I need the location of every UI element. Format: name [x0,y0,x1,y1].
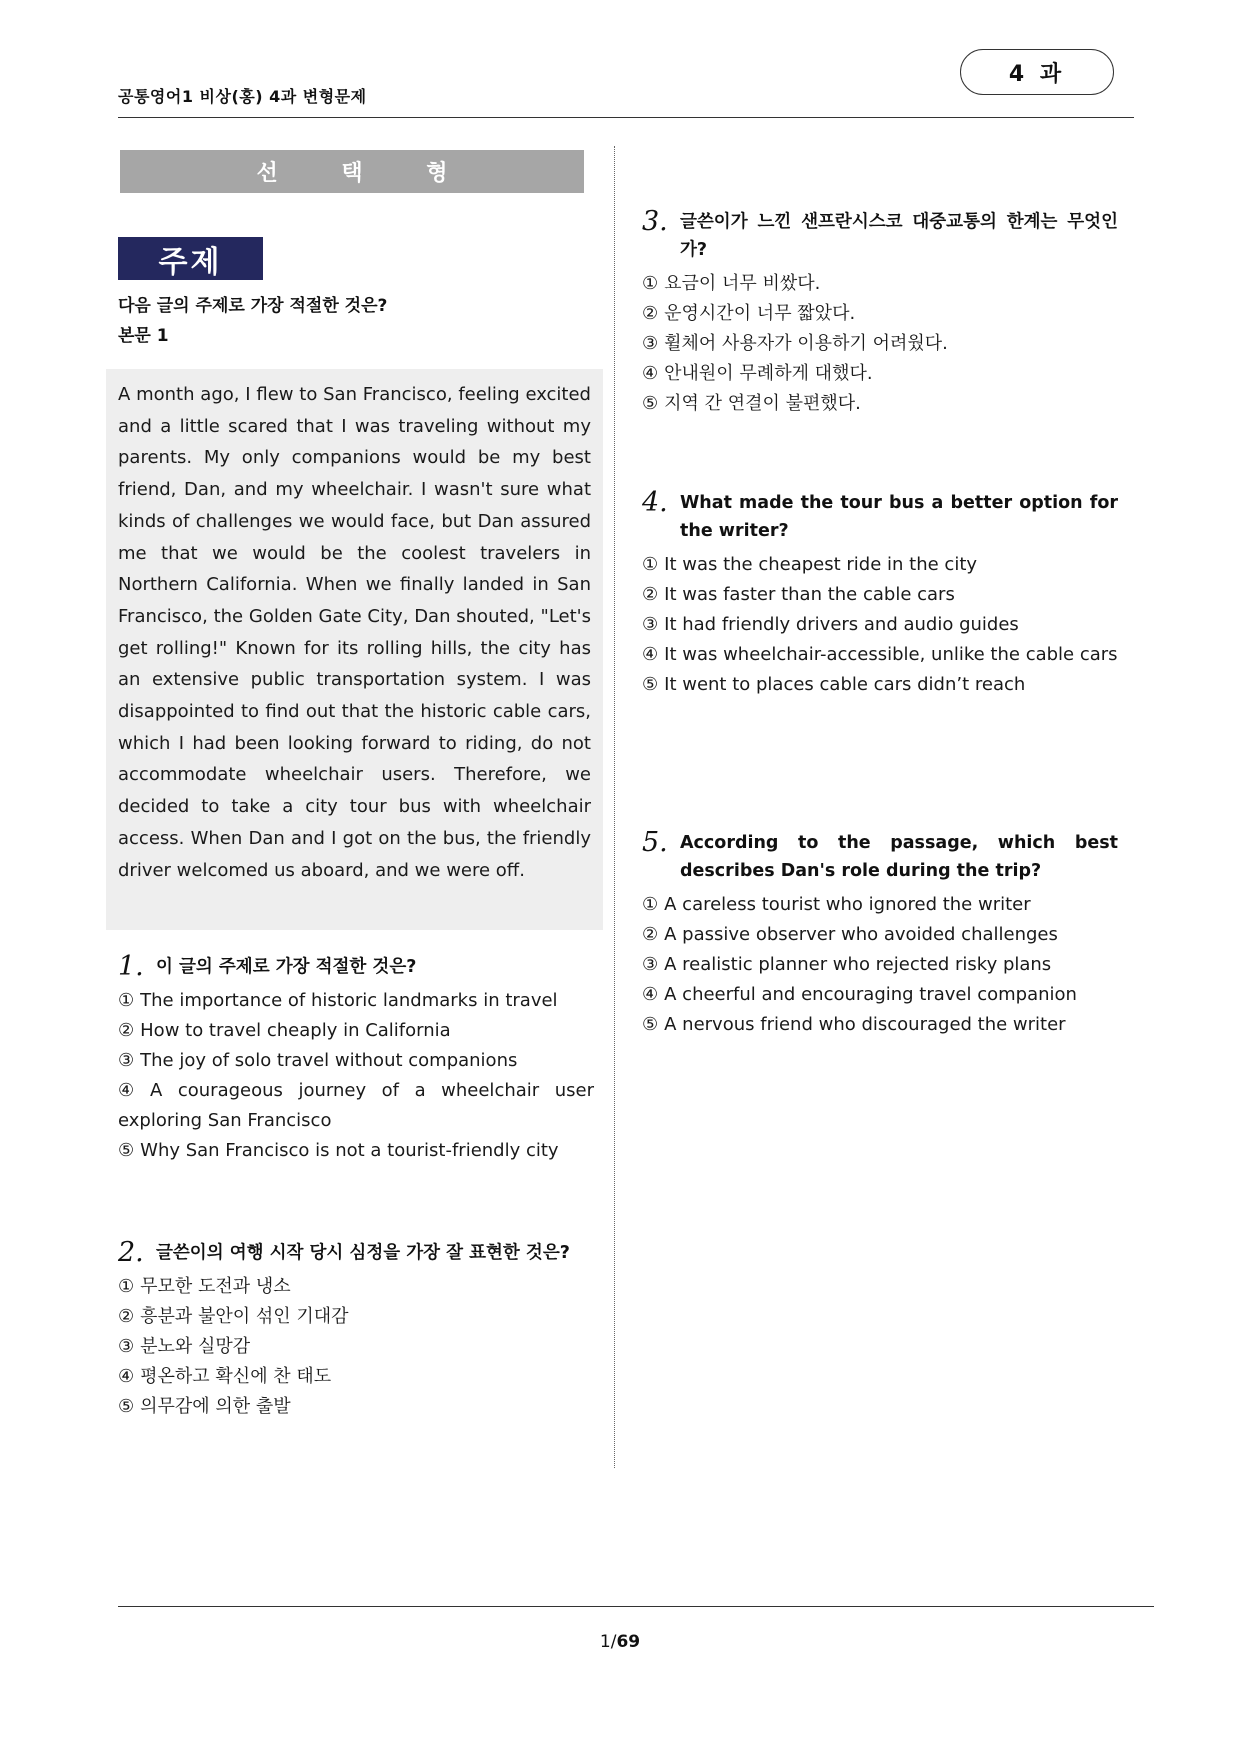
option-mark: ① [118,990,135,1011]
option-5[interactable] [118,1392,594,1422]
page-total: 69 [616,1632,641,1652]
option-mark: ⑤ [118,1396,135,1417]
option-mark: ⑤ [642,393,659,414]
topic-badge: 주제 [118,237,263,280]
option-4[interactable] [118,1362,594,1392]
question-text: 글쓴이가 느낀 샌프란시스코 대중교통의 한계는 무엇인가? [680,212,1118,260]
option-mark: ① [642,273,659,294]
question-4 [642,489,1118,700]
option-2[interactable] [642,920,1118,950]
option-mark: ① [118,1276,135,1297]
option-mark: ④ [642,644,659,665]
option-text: A realistic planner who rejected risky plans [664,954,1052,975]
question-number: 3. [642,206,668,237]
option-3[interactable] [642,950,1118,980]
option-1[interactable] [642,890,1118,920]
option-mark: ④ [118,1080,144,1101]
option-3[interactable] [118,1046,594,1076]
question-text: 이 글의 주제로 가장 적절한 것은? [156,957,417,977]
instruction-text: 다음 글의 주제로 가장 적절한 것은? [118,296,388,316]
option-mark: ③ [642,333,659,354]
option-text: A cheerful and encouraging travel companion [664,984,1077,1005]
column-divider [614,146,615,1468]
option-text: Why San Francisco is not a tourist-friendly city [140,1140,559,1161]
option-mark: ③ [118,1336,135,1357]
option-text: It had friendly drivers and audio guides [664,614,1019,635]
option-2[interactable] [118,1302,594,1332]
option-mark: ⑤ [642,1014,659,1035]
option-text: The joy of solo travel without companions [140,1050,518,1071]
section-banner: 선 택 형 [120,150,584,193]
option-text: 요금이 너무 비쌌다. [664,273,821,294]
option-mark: ⑤ [642,674,659,695]
option-text: The importance of historic landmarks in travel [140,990,558,1011]
option-1[interactable] [118,986,594,1016]
question-1 [118,953,594,1166]
option-mark: ③ [642,954,659,975]
option-1[interactable] [642,550,1118,580]
option-5[interactable] [118,1136,594,1166]
option-mark: ② [118,1306,135,1327]
option-mark: ④ [642,363,659,384]
option-text: 흥분과 불안이 섞인 기대감 [140,1306,349,1327]
question-5 [642,829,1118,1040]
page-current: 1/ [599,1632,617,1652]
passage-label: 본문 1 [118,326,169,346]
option-3[interactable] [642,610,1118,640]
option-text: It was faster than the cable cars [664,584,955,605]
option-2[interactable] [118,1016,594,1046]
option-text: 분노와 실망감 [140,1336,251,1357]
option-text: 평온하고 확신에 찬 태도 [140,1366,332,1387]
question-text: 글쓴이의 여행 시작 당시 심정을 가장 잘 표현한 것은? [156,1243,570,1263]
option-3[interactable] [118,1332,594,1362]
option-mark: ② [642,924,659,945]
option-text: 지역 간 연결이 불편했다. [664,393,861,414]
option-text: 의무감에 의한 출발 [140,1396,291,1417]
option-3[interactable] [642,329,1118,359]
option-4[interactable] [642,359,1118,389]
question-text: According to the passage, which best describes Dan's role during the trip? [680,833,1118,881]
option-mark: ③ [118,1050,135,1071]
page-number [0,1632,1240,1652]
passage-box: A month ago, I flew to San Francisco, feeling excited and a little scared that I was traveling without my parents. My only companions would be my best friend, Dan, and my wheelchair. I wasn't sure what kinds of challenges we would face, but Dan assured me that we would be the coolest travelers in Northern California. When we finally landed in San Francisco, the Golden Gate City, Dan shouted, "Let's get rolling!" Known for its rolling hills, the city has an extensive public transportation system. I was disappointed to find out that the historic cable cars, which I had been looking forward to riding, do not accommodate wheelchair users. Therefore, we decided to take a city tour bus with wheelchair access. When Dan and I got on the bus, the friendly driver welcomed us aboard, and we were off. [106,369,603,930]
option-4[interactable] [642,640,1118,670]
question-2 [118,1239,594,1422]
document-title: 공통영어1 비상(홍) 4과 변형문제 [118,87,367,106]
question-number: 1. [118,951,144,982]
option-text: It was the cheapest ride in the city [664,554,978,575]
question-3 [642,208,1118,419]
option-5[interactable] [642,1010,1118,1040]
option-2[interactable] [642,299,1118,329]
question-number: 4. [642,487,668,518]
option-5[interactable] [642,670,1118,700]
option-text: 무모한 도전과 냉소 [140,1276,291,1297]
option-text: 안내원이 무례하게 대했다. [664,363,873,384]
option-mark: ① [642,554,659,575]
option-mark: ⑤ [118,1140,135,1161]
question-text: What made the tour bus a better option for the writer? [680,493,1118,541]
option-mark: ③ [642,614,659,635]
option-4[interactable] [118,1076,594,1136]
option-mark: ① [642,894,659,915]
option-text: A nervous friend who discouraged the writer [664,1014,1066,1035]
option-text: A careless tourist who ignored the writer [664,894,1031,915]
option-mark: ④ [642,984,659,1005]
option-text: 운영시간이 너무 짧았다. [664,303,856,324]
option-text: 휠체어 사용자가 이용하기 어려웠다. [664,333,948,354]
option-mark: ② [642,584,659,605]
option-5[interactable] [642,389,1118,419]
lesson-badge: 4 과 [960,49,1114,95]
option-mark: ② [118,1020,135,1041]
option-text: It went to places cable cars didn’t reach [664,674,1026,695]
option-text: A passive observer who avoided challenges [664,924,1058,945]
header-divider [118,117,1134,118]
option-text: It was wheelchair-accessible, unlike the cable cars [664,644,1118,665]
question-number: 2. [118,1237,144,1268]
option-text: How to travel cheaply in California [140,1020,451,1041]
question-number: 5. [642,827,668,858]
option-1[interactable] [642,269,1118,299]
footer-divider [118,1606,1154,1607]
option-2[interactable] [642,580,1118,610]
option-1[interactable] [118,1272,594,1302]
option-mark: ② [642,303,659,324]
option-text: A courageous journey of a wheelchair user exploring San Francisco [118,1080,594,1131]
option-mark: ④ [118,1366,135,1387]
option-4[interactable] [642,980,1118,1010]
